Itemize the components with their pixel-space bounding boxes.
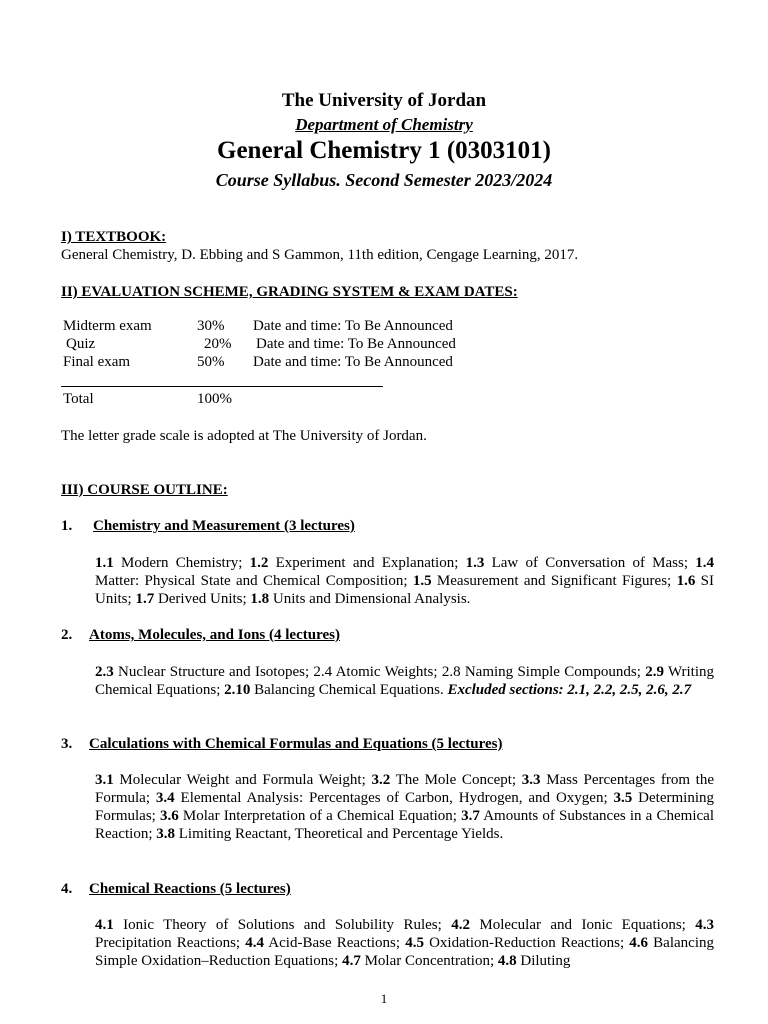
section-number: 1.8 <box>250 591 270 607</box>
chapter-sections <box>95 663 714 699</box>
chapter-number: 2. <box>61 627 73 643</box>
chapter-title: Chemistry and Measurement (3 lectures) <box>93 518 355 534</box>
total-value: 100% <box>197 391 232 407</box>
section-text: Units and Dimensional Analysis. <box>269 591 471 607</box>
department-name: Department of Chemistry <box>295 115 473 134</box>
textbook-text: General Chemistry, D. Ebbing and S Gammon, 11th edition, Cengage Learning, 2017. <box>61 247 579 263</box>
section-text: Nuclear Structure and Isotopes; 2.4 Atomic Weights; 2.8 Naming Simple Compounds; <box>113 664 646 680</box>
section-text: Amounts of Substances in a Chemical Reaction; <box>95 808 714 842</box>
section-text: The Mole Concept; <box>390 772 522 788</box>
section-text: Acid-Base Reactions; <box>263 935 406 951</box>
course-title: General Chemistry 1 (0303101) <box>217 137 551 164</box>
section-text: Balancing Simple Oxidation–Reduction Equations; <box>95 935 714 969</box>
section-number: 3.6 <box>160 808 179 824</box>
section-number: 1.4 <box>695 555 715 571</box>
section-number: 3.5 <box>613 790 633 806</box>
section-text: Molar Interpretation of a Chemical Equation; <box>178 808 462 824</box>
section-text: Matter: Physical State and Chemical Composition; <box>95 573 413 589</box>
section-text: Experiment and Explanation; <box>268 555 466 571</box>
section-number: 1.5 <box>412 573 432 589</box>
section-text: Balancing Chemical Equations. <box>250 682 448 698</box>
table-divider <box>61 386 383 387</box>
section-text: Law of Conversation of Mass; <box>484 555 696 571</box>
chapter-number: 4. <box>61 881 73 897</box>
section-number: 4.7 <box>342 953 361 969</box>
section-number: 2.9 <box>645 664 664 680</box>
eval-row-date: Date and time: To Be Announced <box>253 354 453 370</box>
chapter-sections <box>95 916 714 970</box>
section-text: Diluting <box>516 953 571 969</box>
page-number: 1 <box>380 991 388 1006</box>
section-number: 4.8 <box>497 953 517 969</box>
section-number: 2.3 <box>95 664 114 680</box>
section-number: 3.7 <box>461 808 480 824</box>
chapter-title: Chemical Reactions (5 lectures) <box>89 881 291 897</box>
university-name: The University of Jordan <box>281 90 487 111</box>
evaluation-heading: II) EVALUATION SCHEME, GRADING SYSTEM & EXAM DATES: <box>61 284 518 300</box>
section-text: Oxidation-Reduction Reactions; <box>423 935 630 951</box>
section-number: 4.3 <box>695 917 715 933</box>
eval-row-weight: 20% <box>204 336 232 352</box>
chapter-sections <box>95 554 714 608</box>
section-number: 3.1 <box>95 772 114 788</box>
section-text: Elemental Analysis: Percentages of Carbon, Hydrogen, and Oxygen; <box>174 790 614 806</box>
chapter-number: 3. <box>61 736 73 752</box>
section-number: 4.4 <box>245 935 264 951</box>
chapter-title: Atoms, Molecules, and Ions (4 lectures) <box>89 627 340 643</box>
eval-row-name: Final exam <box>63 354 131 370</box>
chapter-title: Calculations with Chemical Formulas and Equations (5 lectures) <box>89 736 503 752</box>
section-number: 4.1 <box>95 917 114 933</box>
section-text: Derived Units; <box>154 591 251 607</box>
section-number: 1.3 <box>465 555 485 571</box>
eval-row-name: Quiz <box>66 336 96 352</box>
chapter-sections <box>95 771 714 843</box>
eval-row-date: Date and time: To Be Announced <box>253 318 453 334</box>
section-text: Molar Concentration; <box>360 953 498 969</box>
section-text: Writing Chemical Equations; <box>95 664 714 698</box>
section-number: 1.1 <box>95 555 114 571</box>
eval-row-weight: 30% <box>197 318 225 334</box>
syllabus-subtitle: Course Syllabus. Second Semester 2023/2024 <box>215 170 553 190</box>
eval-row-date: Date and time: To Be Announced <box>256 336 456 352</box>
section-number: 3.2 <box>371 772 391 788</box>
section-text: Determining Formulas; <box>95 790 714 824</box>
section-number: 1.7 <box>135 591 155 607</box>
section-text: SI Units; <box>95 573 714 607</box>
grade-note: The letter grade scale is adopted at The University of Jordan. <box>61 428 427 444</box>
section-text: Mass Percentages from the Formula; <box>95 772 714 806</box>
eval-row-weight: 50% <box>197 354 225 370</box>
section-number: 4.6 <box>629 935 649 951</box>
excluded-sections: Excluded sections: 2.1, 2.2, 2.5, 2.6, 2.7 <box>447 682 692 698</box>
section-number: 1.2 <box>249 555 269 571</box>
section-number: 3.4 <box>155 790 175 806</box>
total-label: Total <box>63 391 94 407</box>
section-number: 4.5 <box>405 935 424 951</box>
section-text: Molecular Weight and Formula Weight; <box>113 772 372 788</box>
eval-row-name: Midterm exam <box>63 318 152 334</box>
outline-heading: III) COURSE OUTLINE: <box>61 482 228 498</box>
section-text: Limiting Reactant, Theoretical and Percentage Yields. <box>174 826 504 842</box>
section-number: 3.8 <box>156 826 175 842</box>
section-text: Modern Chemistry; <box>113 555 250 571</box>
section-text: Measurement and Significant Figures; <box>431 573 677 589</box>
section-number: 2.10 <box>224 682 251 698</box>
section-text: Ionic Theory of Solutions and Solubility Rules; <box>113 917 452 933</box>
section-text: Molecular and Ionic Equations; <box>469 917 696 933</box>
section-number: 4.2 <box>451 917 470 933</box>
textbook-heading: I) TEXTBOOK: <box>61 229 167 245</box>
section-text: Precipitation Reactions; <box>95 935 246 951</box>
section-number: 1.6 <box>676 573 696 589</box>
section-number: 3.3 <box>521 772 541 788</box>
chapter-number: 1. <box>61 518 73 534</box>
